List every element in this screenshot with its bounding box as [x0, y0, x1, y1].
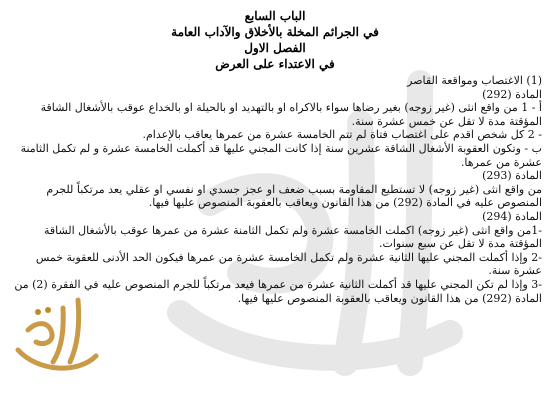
article-heading: المادة (293): [482, 169, 542, 183]
document-headings: [0, 8, 550, 72]
chapter-heading: الباب السابع: [244, 9, 306, 23]
document-body: [10, 74, 542, 305]
topic-heading: في الاعتداء على العرض: [215, 57, 335, 71]
paragraph: - 2 كل شخص اقدم على اغتصاب فتاة لم تتم الخامسة عشرة من عمرها يعاقب بالإعدام.: [142, 128, 542, 142]
article-heading: المادة (294): [482, 209, 542, 223]
paragraph: -3 وإذا لم تكن المجني عليها قد أكملت الثانية عشرة من عمرها فيعد مرتكباً للجرم المنصوص عليه في الفقرة (2) من المادة (292) من هذا القانون ويعاقب بالعقوبة المنصوص عليها فيها.: [14, 277, 542, 305]
paragraph-title: (1) الاغتصاب ومواقعة القاصر: [407, 74, 542, 87]
subsection-heading: الفصل الاول: [244, 41, 306, 55]
paragraph: ب - وتكون العقوبة الأشغال الشاقة عشرين سنة إذا كانت المجني عليها قد أكملت الخامسة عشرة و لم تكمل الثامنة عشرة من عمرها.: [20, 141, 542, 169]
paragraph: -2 وإذا أكملت المجني عليها الثانية عشرة ولم تكمل الخامسة عشرة من عمرها فيكون الحد الأدنى للعقوبة خمس عشرة سنة.: [35, 250, 542, 278]
paragraph: -1من واقع انثى (غير زوجه) اكملت الخامسة عشرة ولم تكمل الثامنة عشرة من عمرها عوقب بالأشغال الشاقة المؤقتة مدة لا تقل عن سبع سنوات.: [43, 223, 542, 251]
article-heading: المادة (292): [482, 87, 542, 101]
paragraph: من واقع انثى (غير زوجه) لا تستطيع المقاومة بسبب ضعف او عجز جسدي او نفسي او عقلي يعد مرتكباً للجرم المنصوص عليه في المادة (292) من هذا القانون ويعاقب بالعقوبة المنصوص عليها فيها.: [46, 182, 542, 210]
section-heading: في الجرائم المخلة بالأخلاق والآداب العامة: [171, 25, 379, 39]
paragraph: أ - 1 من واقع انثى (غير زوجه) بغير رضاها سواء بالاكراه او بالتهديد او بالحيلة او بالخداع عوقب بالأشغال الشاقة المؤقتة مدة لا تقل عن خمس عشرة سنة.: [40, 101, 542, 128]
